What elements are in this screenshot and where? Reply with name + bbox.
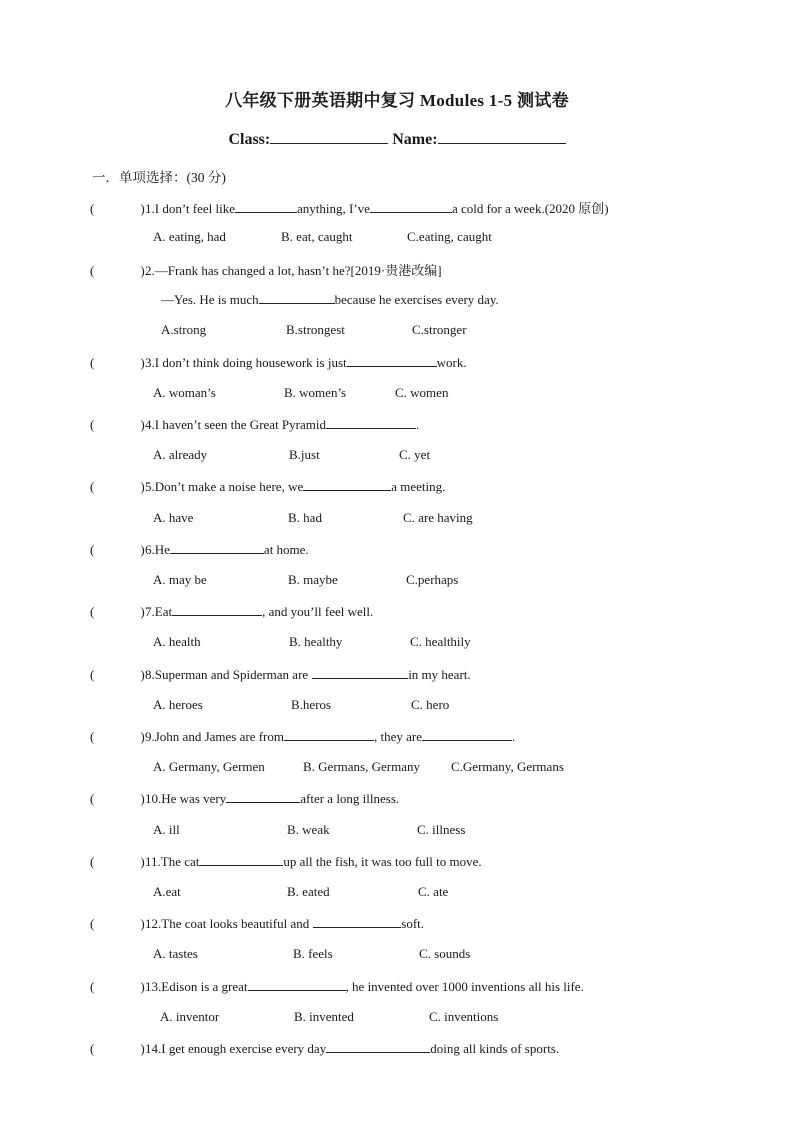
answer-paren[interactable]: ( ) [90,604,145,619]
name-blank[interactable] [438,129,566,144]
answer-blank[interactable] [226,790,300,803]
answer-blank[interactable] [312,666,408,679]
option-a[interactable]: A.strong [161,322,207,337]
answer-blank[interactable] [370,200,452,213]
option-b[interactable]: B.strongest [286,322,345,337]
option-c[interactable]: C. are having [403,510,473,525]
answer-paren[interactable]: ( ) [90,355,145,370]
question-text: 3.I don’t think doing housework is just [145,355,347,370]
question-text: —Yes. He is much [161,292,259,307]
answer-blank[interactable] [199,853,283,866]
option-c[interactable]: C. illness [417,822,466,837]
question-text: a meeting. [391,479,446,494]
question-text: 12.The coat looks beautiful and [145,916,310,931]
question-text: work. [436,355,467,370]
answer-paren[interactable]: ( ) [90,854,145,869]
question-text: after a long illness. [300,791,400,806]
question-4 [90,416,419,433]
answer-paren[interactable]: ( ) [90,667,145,682]
answer-blank[interactable] [313,915,401,928]
option-a[interactable]: A. woman’s [153,385,216,400]
answer-blank[interactable] [326,416,416,429]
question-text: a cold for a week.(2020 原创) [451,201,609,216]
question-12 [90,915,424,932]
option-c[interactable]: C. women [395,385,449,400]
answer-paren[interactable]: ( ) [90,201,145,216]
question-6 [90,541,309,558]
option-a[interactable]: A. Germany, Germen [153,759,265,774]
class-name-line [0,129,794,149]
page-title: 八年级下册英语期中复习 Modules 1-5 测试卷 [225,91,569,110]
answer-blank[interactable] [248,978,346,991]
question-text: up all the fish, it was too full to move. [283,854,482,869]
option-b[interactable]: B. healthy [289,634,343,649]
option-b[interactable]: B. weak [287,822,330,837]
answer-blank[interactable] [422,728,512,741]
question-text: 9.John and James are from [145,729,284,744]
answer-blank[interactable] [170,541,264,554]
answer-paren[interactable]: ( ) [90,417,145,432]
answer-blank[interactable] [259,291,335,304]
question-text: . [512,729,516,744]
question-5 [90,478,445,495]
option-c[interactable]: C. yet [399,447,431,462]
question-8 [90,666,471,683]
option-a[interactable]: A.eat [153,884,181,899]
option-c[interactable]: C. inventions [429,1009,499,1024]
answer-blank[interactable] [172,603,262,616]
option-b[interactable]: B. had [288,510,322,525]
question-14 [90,1040,559,1057]
answer-paren[interactable]: ( ) [90,542,145,557]
question-9 [90,728,515,745]
section-heading: 一．单项选择：(30 分) [92,170,226,185]
answer-blank[interactable] [326,1040,430,1053]
name-label: Name: [392,131,438,148]
class-blank[interactable] [270,129,388,144]
answer-blank[interactable] [284,728,374,741]
option-b[interactable]: B. maybe [288,572,338,587]
question-text: 1.I don’t feel like [145,201,236,216]
answer-paren[interactable]: ( ) [90,916,145,931]
question-text: at home. [263,542,309,557]
question-text: in my heart. [408,667,471,682]
class-label: Class: [228,131,271,148]
answer-paren[interactable]: ( ) [90,729,145,744]
option-a[interactable]: A. ill [153,822,180,837]
option-a[interactable]: A. may be [153,572,207,587]
answer-paren[interactable]: ( ) [90,1041,145,1056]
option-c[interactable]: C. hero [411,697,450,712]
option-a[interactable]: A. tastes [153,946,198,961]
question-text: doing all kinds of sports. [430,1041,560,1056]
option-c[interactable]: C. healthily [410,634,471,649]
option-b[interactable]: B. feels [293,946,333,961]
option-a[interactable]: A. health [153,634,201,649]
answer-paren[interactable]: ( ) [90,979,145,994]
question-text: 4.I haven’t seen the Great Pyramid [145,417,326,432]
option-b[interactable]: B. eat, caught [281,229,353,244]
question-2 [90,260,442,279]
option-a[interactable]: A. eating, had [153,229,226,244]
option-b[interactable]: B. invented [294,1009,354,1024]
option-b[interactable]: B. women’s [284,385,347,400]
option-b[interactable]: B. eated [287,884,330,899]
question-text: , he invented over 1000 inventions all his life. [345,979,584,994]
question-text: 5.Don’t make a noise here, we [145,479,304,494]
question-text: 2.—Frank has changed a lot, hasn’t he?[2019·贵港改编] [145,263,442,278]
question-text: . [415,417,420,432]
option-a[interactable]: A. inventor [160,1009,220,1024]
question-text: , they are [374,729,423,744]
question-text: anything, I’ve [297,201,370,216]
option-b[interactable]: B.just [289,447,320,462]
option-c[interactable]: C. ate [418,884,449,899]
answer-paren[interactable]: ( ) [90,263,145,278]
answer-blank[interactable] [303,478,391,491]
question-text: 14.I get enough exercise every day [145,1041,327,1056]
question-text: 10.He was very [145,791,227,806]
option-c[interactable]: C.perhaps [406,572,459,587]
option-c[interactable]: C.Germany, Germans [451,759,564,774]
answer-blank[interactable] [347,354,437,367]
question-10 [90,790,399,807]
option-a[interactable]: A. heroes [153,697,203,712]
question-text: 6.He [145,542,170,557]
option-a[interactable]: A. have [153,510,194,525]
answer-blank[interactable] [235,200,297,213]
question-7 [90,603,373,620]
question-text: soft. [401,916,425,931]
question-2-response [161,291,499,308]
question-text: , and you’ll feel well. [262,604,374,619]
question-text: because he exercises every day. [334,292,499,307]
option-c[interactable]: C.stronger [412,322,467,337]
question-text: 7.Eat [145,604,173,619]
option-c[interactable]: C. sounds [419,946,471,961]
question-3 [90,354,467,371]
question-text: 11.The cat [145,854,200,869]
option-b[interactable]: B.heros [291,697,332,712]
answer-paren[interactable]: ( ) [90,791,145,806]
option-c[interactable]: C.eating, caught [407,229,492,244]
question-text: 13.Edison is a great [145,979,248,994]
question-text: 8.Superman and Spiderman are [145,667,309,682]
question-11 [90,853,482,870]
option-a[interactable]: A. already [153,447,208,462]
option-b[interactable]: B. Germans, Germany [303,759,420,774]
question-1 [90,198,609,217]
answer-paren[interactable]: ( ) [90,479,145,494]
question-13 [90,978,584,995]
